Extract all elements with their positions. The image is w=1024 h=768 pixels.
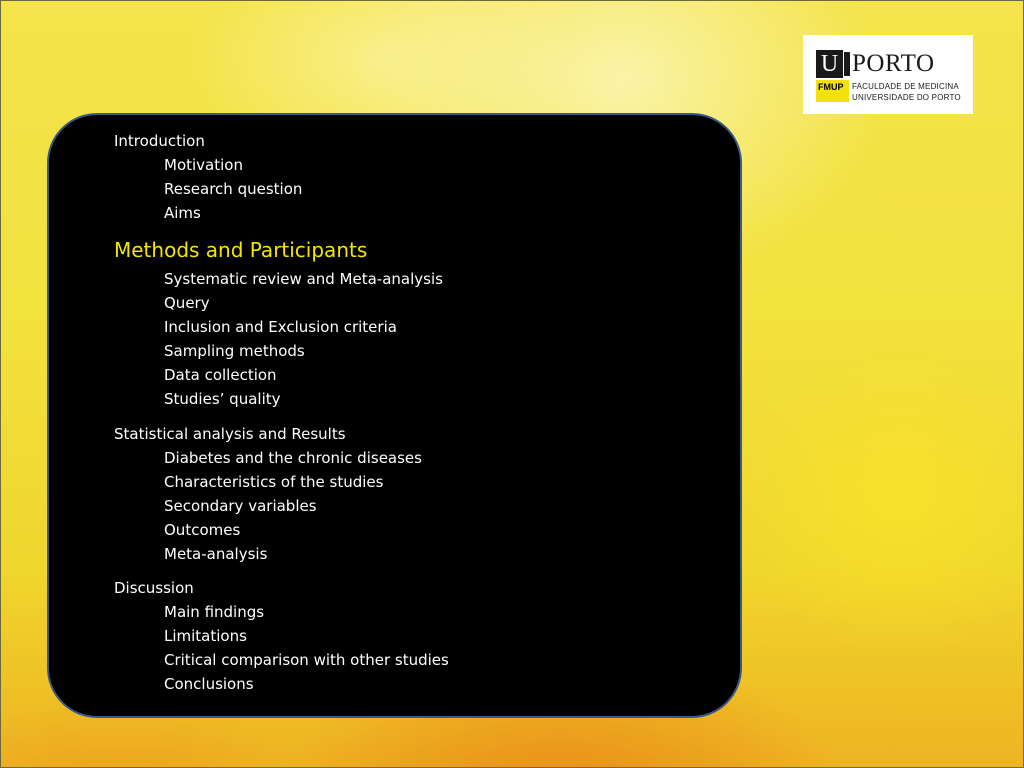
toc-item: Meta-analysis <box>164 545 268 563</box>
toc-item: Limitations <box>164 627 247 645</box>
logo-university-line: UNIVERSIDADE DO PORTO <box>852 93 961 102</box>
toc-section-statistical: Statistical analysis and Results <box>114 425 346 443</box>
toc-item: Diabetes and the chronic diseases <box>164 449 422 467</box>
toc-item: Conclusions <box>164 675 254 693</box>
toc-item: Systematic review and Meta-analysis <box>164 270 443 288</box>
toc-section-introduction: Introduction <box>114 132 205 150</box>
logo-u-letter: U <box>816 50 843 78</box>
toc-item: Studies’ quality <box>164 390 281 408</box>
logo-porto-text: PORTO <box>852 50 935 77</box>
toc-section-methods-active: Methods and Participants <box>114 238 368 262</box>
toc-item: Query <box>164 294 210 312</box>
toc-item: Outcomes <box>164 521 241 539</box>
toc-item: Research question <box>164 180 303 198</box>
toc-item: Main findings <box>164 603 265 621</box>
toc-item: Data collection <box>164 366 277 384</box>
toc-item: Aims <box>164 204 201 222</box>
logo-fmup-badge <box>816 80 849 102</box>
toc-item: Secondary variables <box>164 497 317 515</box>
logo-fmup-text: FMUP <box>818 82 844 92</box>
toc-item: Critical comparison with other studies <box>164 651 449 669</box>
uporto-fmup-logo <box>803 35 973 114</box>
logo-faculty-line: FACULDADE DE MEDICINA <box>852 82 959 91</box>
table-of-contents <box>49 115 740 716</box>
outline-panel <box>47 113 742 718</box>
toc-item: Inclusion and Exclusion criteria <box>164 318 397 336</box>
toc-item: Characteristics of the studies <box>164 473 384 491</box>
logo-u-dot <box>844 52 850 76</box>
toc-item: Motivation <box>164 156 243 174</box>
toc-section-discussion: Discussion <box>114 579 194 597</box>
toc-item: Sampling methods <box>164 342 305 360</box>
